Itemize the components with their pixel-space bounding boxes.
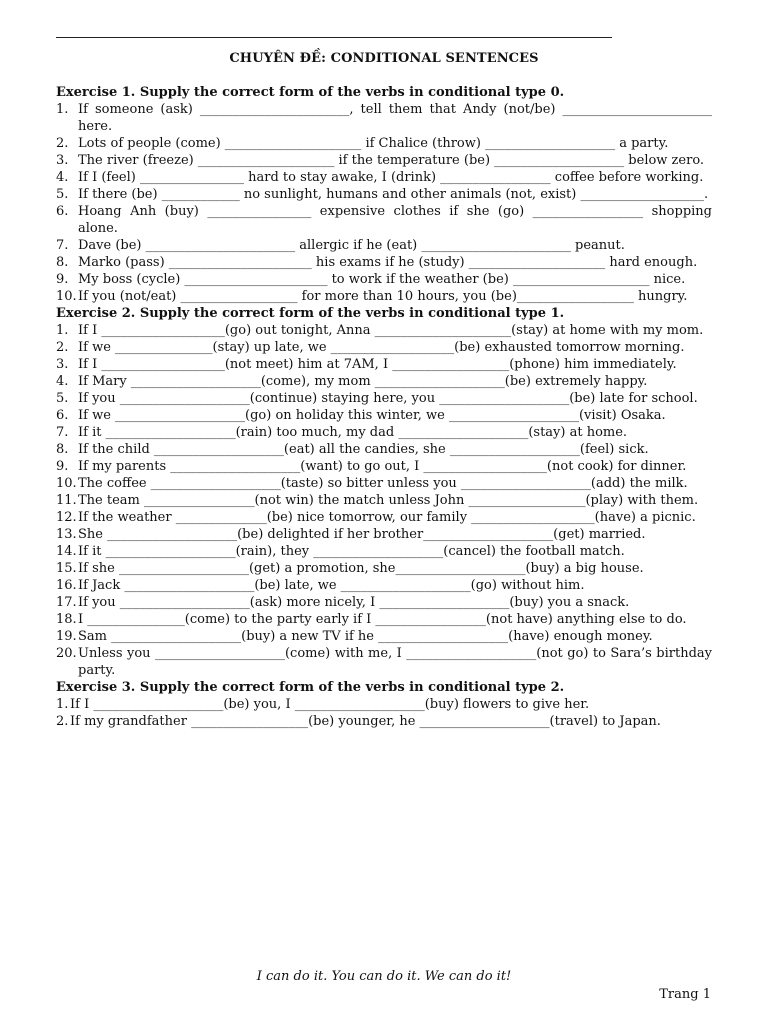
exercise-item: [56, 577, 712, 594]
exercise-item: [56, 237, 712, 254]
item-number: 6.: [56, 204, 69, 219]
exercise-item: [56, 628, 712, 645]
item-number: 3.: [56, 153, 69, 168]
item-text: The team _________________(not win) the match unless John __________________(play) with them.: [78, 493, 699, 508]
item-text: If I ___________________(not meet) him at 7AM, I __________________(phone) him immediately.: [78, 357, 677, 372]
page-number: Trang 1: [659, 987, 711, 1002]
exercise-item: [56, 560, 712, 577]
exercise-1-heading: Exercise 1. Supply the correct form of the verbs in conditional type 0.: [56, 85, 565, 100]
exercise-content: [56, 84, 712, 730]
item-text: If she ____________________(get) a promotion, she____________________(buy) a big house.: [78, 561, 644, 576]
exercise-item: [56, 645, 712, 679]
item-number: 20.: [56, 646, 77, 661]
item-number: 5.: [56, 187, 69, 202]
exercise-item: [56, 339, 712, 356]
exercise-item: [56, 169, 712, 186]
item-number: 3.: [56, 357, 69, 372]
exercise-3-list: [56, 696, 712, 730]
exercise-2-heading: Exercise 2. Supply the correct form of the verbs in conditional type 1.: [56, 306, 565, 321]
item-number: 8.: [56, 442, 69, 457]
header-rule: [56, 37, 612, 38]
item-number: 18.: [56, 612, 77, 627]
item-number: 9.: [56, 459, 69, 474]
item-number: 2.: [56, 714, 69, 729]
item-text: If the child ____________________(eat) all the candies, she ____________________(feel) sick.: [78, 442, 649, 457]
exercise-item: [56, 509, 712, 526]
item-text: Lots of people (come) _____________________ if Chalice (throw) ____________________ a party.: [78, 136, 669, 151]
item-text: If my grandfather __________________(be) younger, he ____________________(travel) to Japan.: [70, 714, 661, 729]
item-number: 11.: [56, 493, 77, 508]
document-title: CHUYÊN ĐỀ: CONDITIONAL SENTENCES: [229, 51, 539, 66]
exercise-item: [56, 356, 712, 373]
item-text: If I (feel) ________________ hard to stay awake, I (drink) _________________ coffee before working.: [78, 170, 704, 185]
exercise-item: [56, 254, 712, 271]
item-text: If you ____________________(continue) staying here, you ____________________(be) late for school.: [78, 391, 698, 406]
exercise-item: [56, 407, 712, 424]
item-text: Dave (be) _______________________ allergic if he (eat) _______________________ peanut.: [78, 238, 625, 253]
exercise-item: [56, 271, 712, 288]
item-number: 9.: [56, 272, 69, 287]
exercise-2-list: [56, 322, 712, 679]
item-number: 6.: [56, 408, 69, 423]
item-number: 4.: [56, 374, 69, 389]
item-number: 10.: [56, 289, 77, 304]
item-number: 16.: [56, 578, 77, 593]
exercise-item: [56, 713, 712, 730]
item-text: If Jack ____________________(be) late, we ____________________(go) without him.: [78, 578, 585, 593]
item-text: If someone (ask) _______________________, tell them that Andy (not/be) _______________________ here.: [78, 102, 712, 134]
item-text: If you ____________________(ask) more nicely, I ____________________(buy) you a snack.: [78, 595, 630, 610]
exercise-item: [56, 543, 712, 560]
item-number: 8.: [56, 255, 69, 270]
item-number: 7.: [56, 425, 69, 440]
item-number: 17.: [56, 595, 77, 610]
item-number: 7.: [56, 238, 69, 253]
exercise-item: [56, 611, 712, 628]
item-text: Hoang Anh (buy) ________________ expensive clothes if she (go) _________________ shopping alone.: [78, 204, 712, 236]
item-number: 4.: [56, 170, 69, 185]
item-text: If there (be) ____________ no sunlight, humans and other animals (not, exist) ___________________.: [78, 187, 709, 202]
exercise-item: [56, 390, 712, 407]
exercise-item: [56, 135, 712, 152]
exercise-item: [56, 424, 712, 441]
exercise-item: [56, 696, 712, 713]
item-text: If it ____________________(rain), they ____________________(cancel) the football match.: [78, 544, 625, 559]
exercise-item: [56, 186, 712, 203]
exercise-item: [56, 152, 712, 169]
exercise-item: [56, 594, 712, 611]
item-number: 14.: [56, 544, 77, 559]
item-number: 5.: [56, 391, 69, 406]
item-text: Sam ____________________(buy) a new TV if he ____________________(have) enough money.: [78, 629, 653, 644]
exercise-1-list: [56, 101, 712, 305]
item-text: If the weather ______________(be) nice tomorrow, our family ___________________(have) a picnic.: [78, 510, 696, 525]
exercise-item: [56, 458, 712, 475]
item-number: 2.: [56, 340, 69, 355]
item-text: Unless you ____________________(come) with me, I ____________________(not go) to Sara’s birthday party.: [78, 646, 712, 678]
exercise-item: [56, 322, 712, 339]
item-text: The river (freeze) _____________________ if the temperature (be) ____________________ below zero.: [78, 153, 705, 168]
item-number: 12.: [56, 510, 77, 525]
item-number: 13.: [56, 527, 77, 542]
item-number: 1.: [56, 323, 69, 338]
exercise-item: [56, 203, 712, 237]
item-text: If I ___________________(go) out tonight, Anna _____________________(stay) at home with my mom.: [78, 323, 704, 338]
exercise-item: [56, 475, 712, 492]
exercise-item: [56, 441, 712, 458]
item-text: If you (not/eat) __________________ for more than 10 hours, you (be)__________________ hungry.: [78, 289, 688, 304]
item-text: If we ____________________(go) on holiday this winter, we ____________________(visit) Osaka.: [78, 408, 666, 423]
exercise-item: [56, 101, 712, 135]
item-number: 15.: [56, 561, 77, 576]
item-text: My boss (cycle) ______________________ to work if the weather (be) _____________________ nice.: [78, 272, 686, 287]
exercise-3-heading: Exercise 3. Supply the correct form of the verbs in conditional type 2.: [56, 680, 565, 695]
item-text: The coffee ____________________(taste) so bitter unless you ____________________(add) the milk.: [78, 476, 688, 491]
item-text: If my parents ____________________(want) to go out, I ___________________(not cook) for dinner.: [78, 459, 687, 474]
item-text: If it ____________________(rain) too much, my dad ____________________(stay) at home.: [78, 425, 628, 440]
item-text: If we _______________(stay) up late, we ___________________(be) exhausted tomorrow morning.: [78, 340, 685, 355]
exercise-item: [56, 373, 712, 390]
item-number: 19.: [56, 629, 77, 644]
item-number: 2.: [56, 136, 69, 151]
item-text: If Mary ____________________(come), my mom ____________________(be) extremely happy.: [78, 374, 648, 389]
footer-quote: I can do it. You can do it. We can do it!: [256, 969, 512, 984]
item-text: Marko (pass) ______________________ his exams if he (study) _____________________ hard enough.: [78, 255, 698, 270]
exercise-item: [56, 288, 712, 305]
item-number: 1.: [56, 102, 69, 117]
item-number: 1.: [56, 697, 69, 712]
item-text: I _______________(come) to the party early if I _________________(not have) anything else to do.: [78, 612, 687, 627]
item-text: She ____________________(be) delighted if her brother____________________(get) married.: [78, 527, 646, 542]
item-text: If I ____________________(be) you, I ____________________(buy) flowers to give her.: [70, 697, 590, 712]
exercise-item: [56, 492, 712, 509]
exercise-item: [56, 526, 712, 543]
item-number: 10.: [56, 476, 77, 491]
